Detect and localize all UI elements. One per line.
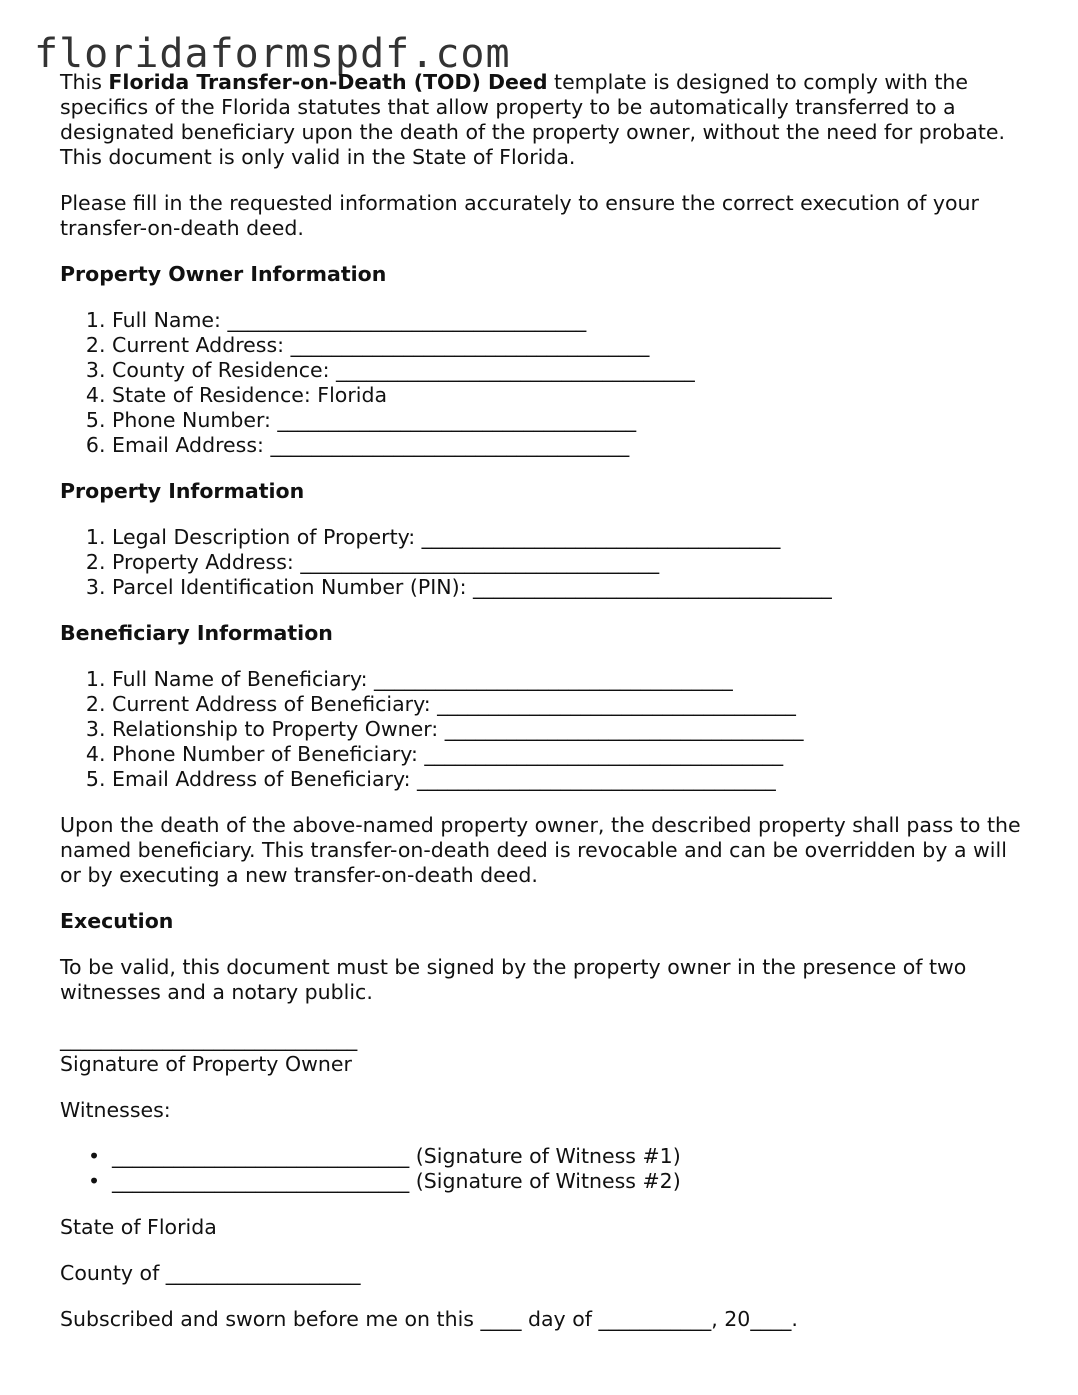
beneficiary-name-field[interactable]: 1. Full Name of Beneficiary: ___________________________________	[112, 667, 1030, 692]
owner-signature-block	[60, 1027, 1030, 1077]
owner-signature-line[interactable]: _____________________________	[60, 1027, 358, 1051]
beneficiary-phone-field[interactable]: 4. Phone Number of Beneficiary: ___________________________________	[112, 742, 1030, 767]
owner-state-item: 4. State of Residence: Florida	[112, 383, 1030, 408]
property-address-field[interactable]: 2. Property Address: ___________________________________	[112, 550, 1030, 575]
property-heading: Property Information	[60, 479, 305, 503]
beneficiary-email-field[interactable]: 5. Email Address of Beneficiary: ___________________________________	[112, 767, 1030, 792]
document-body	[60, 70, 1030, 1353]
beneficiary-heading: Beneficiary Information	[60, 621, 333, 645]
witnesses-label: Witnesses:	[60, 1098, 171, 1122]
owner-email-field[interactable]: 6. Email Address: ___________________________________	[112, 433, 1030, 458]
intro-lead: This	[60, 70, 109, 94]
owner-full-name-field[interactable]: 1. Full Name: ___________________________________	[112, 308, 1030, 333]
watermark-logo: floridaformspdf.com	[34, 31, 511, 77]
owner-heading: Property Owner Information	[60, 262, 387, 286]
property-pin-field[interactable]: 3. Parcel Identification Number (PIN): ___________________________________	[112, 575, 1030, 600]
execution-paragraph: To be valid, this document must be signed by the property owner in the presence of two witnesses and a notary public.	[60, 955, 967, 1004]
instruction-paragraph: Please fill in the requested information accurately to ensure the correct execution of your transfer-on-death deed.	[60, 191, 979, 240]
witness-2-signature-field[interactable]: • _____________________________ (Signature of Witness #2)	[112, 1169, 1030, 1194]
beneficiary-list	[60, 667, 1030, 792]
notary-county-field[interactable]: County of ___________________	[60, 1261, 361, 1285]
owner-phone-field[interactable]: 5. Phone Number: ___________________________________	[112, 408, 1030, 433]
execution-heading: Execution	[60, 909, 174, 933]
property-legal-description-field[interactable]: 1. Legal Description of Property: ___________________________________	[112, 525, 1030, 550]
witness-list	[60, 1144, 1030, 1194]
property-list	[60, 525, 1030, 600]
intro-rest: template is designed to comply with the specifics of the Florida statutes that allow property to be automatically transferred to a designated beneficiary upon the death of the property owner, without the need for probate. This document is only valid in the State of Florida.	[60, 70, 1005, 169]
notary-sworn-line[interactable]: Subscribed and sworn before me on this ____ day of ___________, 20____.	[60, 1307, 798, 1331]
owner-address-field[interactable]: 2. Current Address: ___________________________________	[112, 333, 1030, 358]
intro-bold-title: Florida Transfer-on-Death (TOD) Deed	[108, 70, 548, 94]
beneficiary-relationship-field[interactable]: 3. Relationship to Property Owner: ___________________________________	[112, 717, 1030, 742]
owner-county-field[interactable]: 3. County of Residence: ___________________________________	[112, 358, 1030, 383]
witness-1-signature-field[interactable]: • _____________________________ (Signature of Witness #1)	[112, 1144, 1030, 1169]
beneficiary-address-field[interactable]: 2. Current Address of Beneficiary: ___________________________________	[112, 692, 1030, 717]
notary-state: State of Florida	[60, 1215, 217, 1239]
owner-signature-label: Signature of Property Owner	[60, 1052, 352, 1076]
transfer-paragraph: Upon the death of the above-named property owner, the described property shall pass to the named beneficiary. This transfer-on-death deed is revocable and can be overridden by a will or by executing a new transfer-on-death deed.	[60, 813, 1021, 887]
owner-list	[60, 308, 1030, 458]
intro-paragraph	[60, 70, 1030, 170]
